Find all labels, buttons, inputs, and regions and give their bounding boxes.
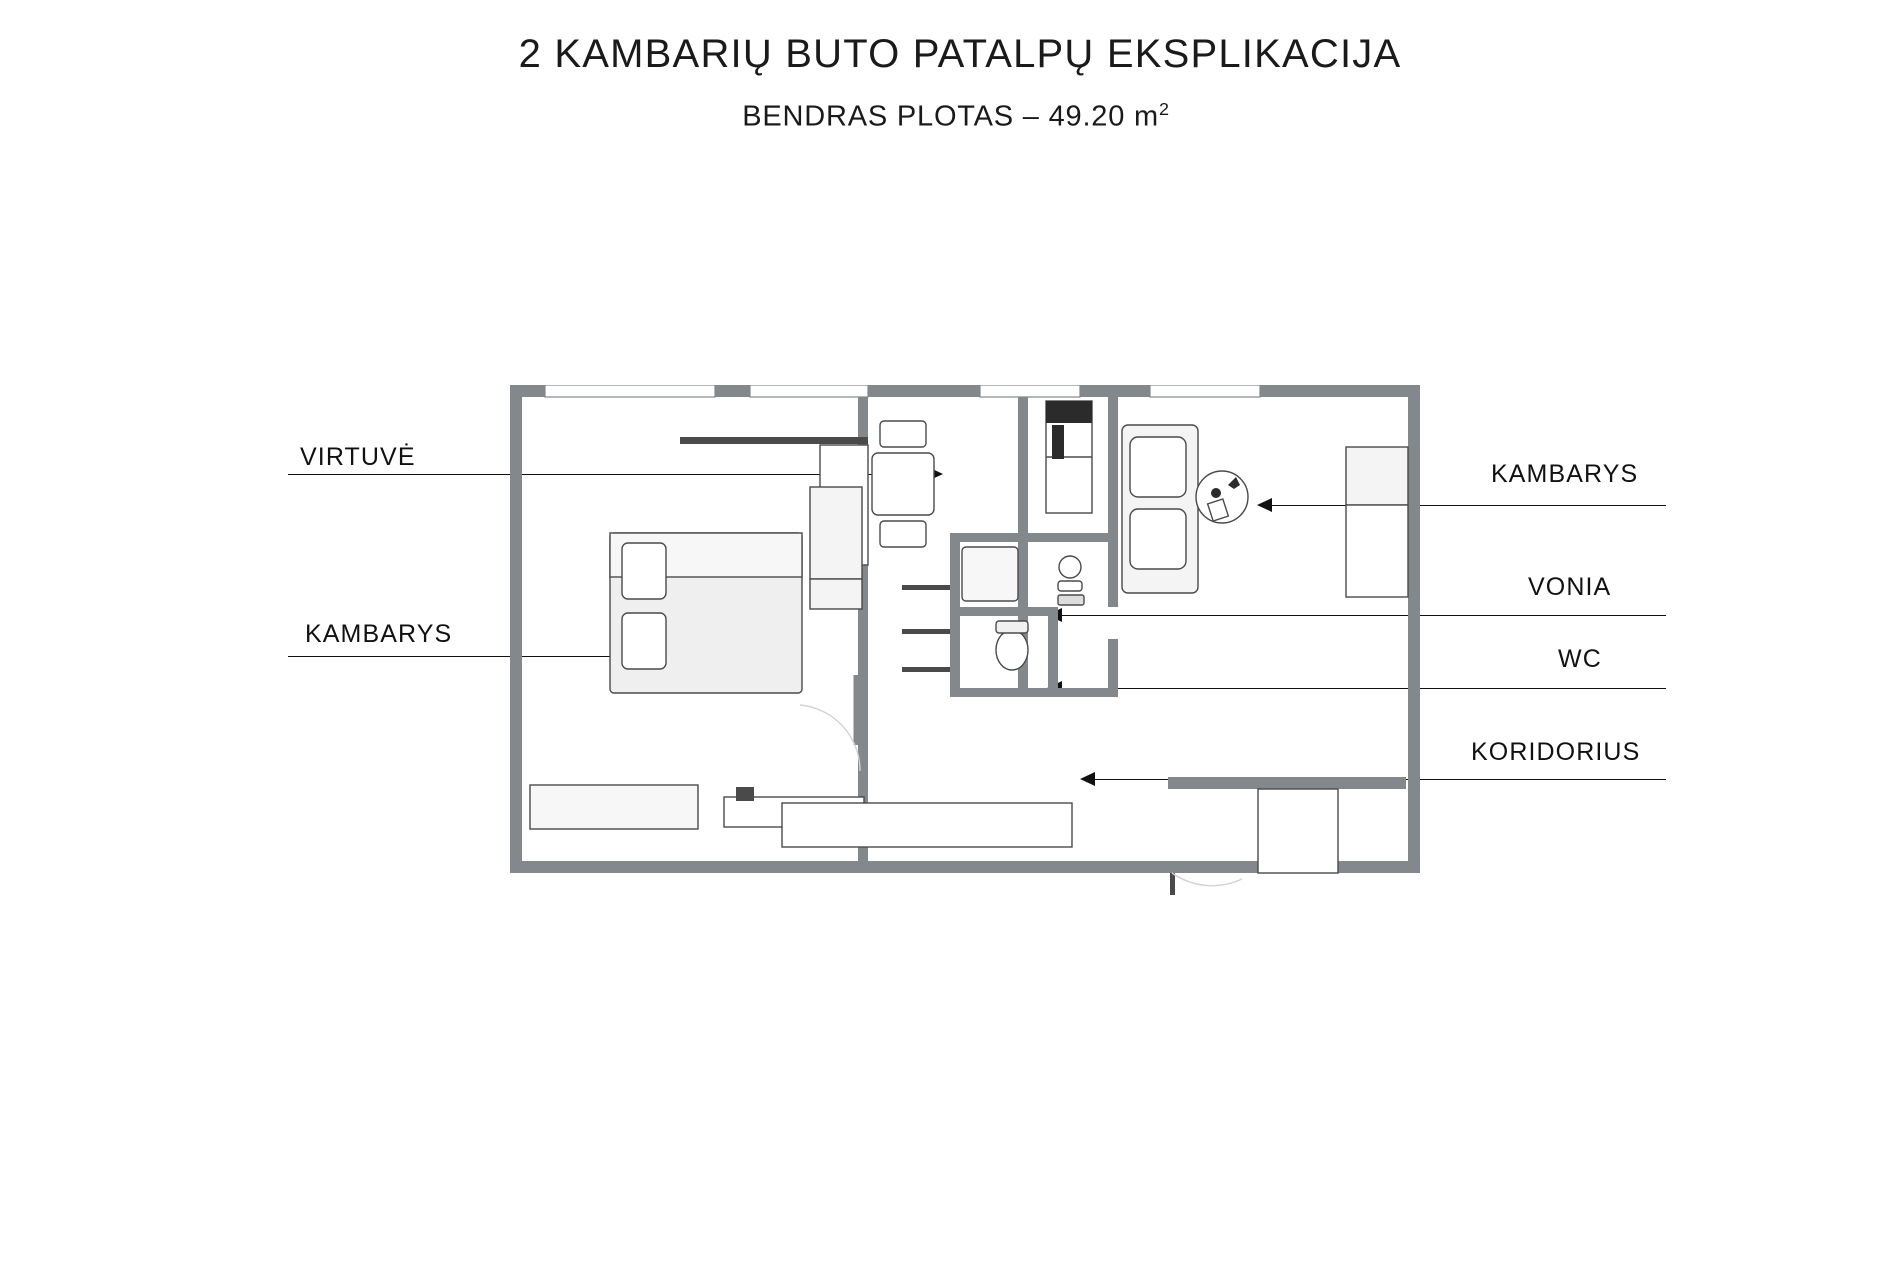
title-block <box>0 32 1900 134</box>
bedroom-furniture <box>530 487 864 829</box>
total-area-text: BENDRAS PLOTAS – 49.20 m <box>742 100 1159 133</box>
total-area-subtitle <box>0 99 1900 134</box>
square-unit-exponent: 2 <box>1158 99 1170 119</box>
label-bathroom: VONIA <box>1528 573 1612 601</box>
corridor-furniture <box>736 777 1406 873</box>
label-room-left: KAMBARYS <box>305 620 453 648</box>
page-title: 2 KAMBARIŲ BUTO PATALPŲ EKSPLIKACIJA <box>518 32 1402 76</box>
kitchen-counter-line <box>680 437 868 444</box>
label-room-right: KAMBARYS <box>1491 460 1639 488</box>
label-kitchen: VIRTUVĖ <box>300 443 416 471</box>
floor-plan-drawing <box>510 385 1420 895</box>
wc-fixtures <box>996 621 1028 670</box>
living-room-furniture <box>1122 425 1408 597</box>
label-wc: WC <box>1558 645 1602 673</box>
label-corridor: KORIDORIUS <box>1471 738 1641 766</box>
